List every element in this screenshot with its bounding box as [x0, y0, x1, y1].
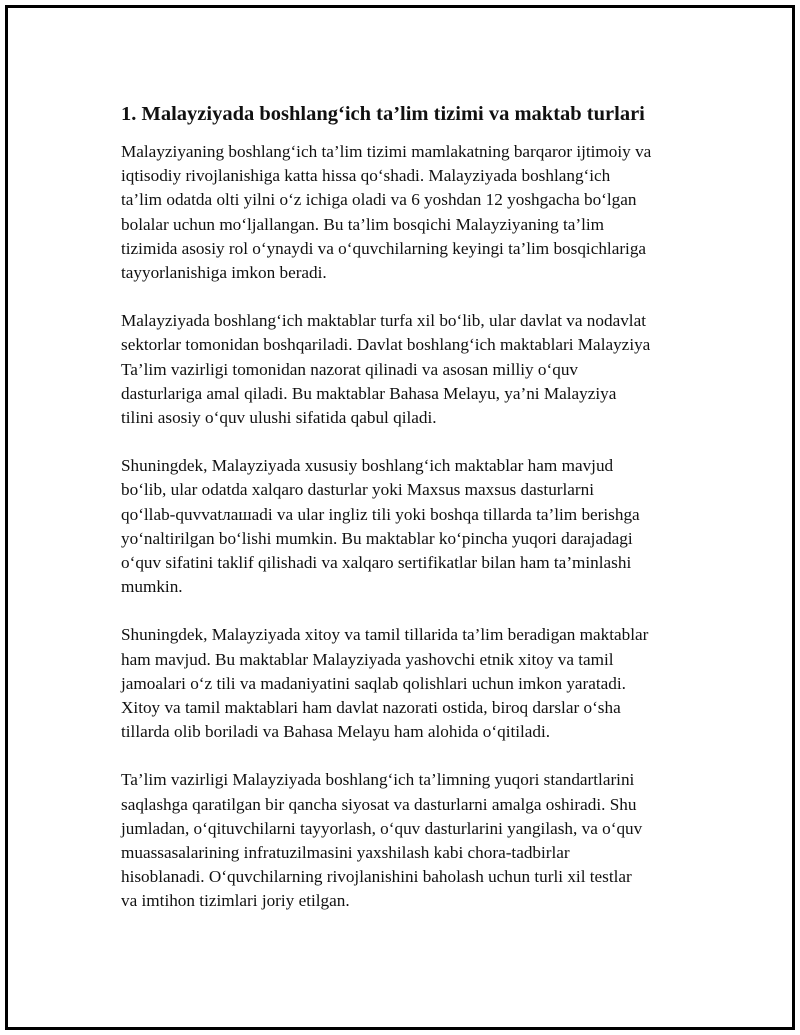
paragraph-3 — [121, 454, 701, 599]
document-body — [121, 100, 701, 938]
text-line: Malayziyada boshlang‘ich maktablar turfa xil bo‘lib, ular davlat va nodavlat — [121, 311, 646, 331]
text-line: ta’lim odatda olti yilni o‘z ichiga oladi va 6 yoshdan 12 yoshgacha bo‘lgan — [121, 190, 637, 210]
text-line: Shuningdek, Malayziyada xususiy boshlang‘ich maktablar ham mavjud — [121, 456, 614, 476]
text-line: ham mavjud. Bu maktablar Malayziyada yashovchi etnik xitoy va tamil — [121, 649, 614, 669]
text-line: Xitoy va tamil maktablari ham davlat nazorati ostida, biroq darslar o‘sha — [121, 698, 621, 718]
text-line: qo‘llab-quvvatлашadi va ular ingliz tili yoki boshqa tillarda ta’lim berishga — [121, 504, 640, 524]
text-line: bo‘lib, ular odatda xalqaro dasturlar yoki Maxsus maxsus dasturlarni — [121, 480, 595, 500]
text-line: o‘quv sifatini taklif qilishadi va xalqaro sertifikatlar bilan ham ta’minlashi — [121, 553, 632, 573]
paragraph-4 — [121, 623, 701, 744]
page-frame — [5, 5, 795, 1030]
text-line: hisoblanadi. O‘quvchilarning rivojlanishini baholash uchun turli xil testlar — [121, 867, 632, 887]
text-line: va imtihon tizimlari joriy etilgan. — [121, 891, 350, 911]
text-line: Malayziyaning boshlang‘ich ta’lim tizimi mamlakatning barqaror ijtimoiy va — [121, 142, 652, 161]
text-line: tilini asosiy o‘quv ulushi sifatida qabul qiladi. — [121, 408, 437, 428]
text-line: jumladan, o‘qituvchilarni tayyorlash, o‘quv dasturlarini yangilash, va o‘quv — [121, 818, 643, 838]
text-line: jamoalari o‘z tili va madaniyatini saqlab qolishlari uchun imkon yaratadi. — [121, 673, 626, 693]
paragraph-2 — [121, 309, 701, 430]
text-line: sektorlar tomonidan boshqariladi. Davlat boshlang‘ich maktablari Malayziya — [121, 335, 651, 355]
text-line: iqtisodiy rivojlanishiga katta hissa qo‘shadi. Malayziyada boshlang‘ich — [121, 166, 611, 186]
text-line: muassasalarining infratuzilmasini yaxshilash kabi chora-tadbirlar — [121, 843, 570, 863]
section-heading: 1. Malayziyada boshlang‘ich ta’lim tizimi va maktab turlari — [121, 103, 645, 125]
text-line: bolalar uchun mo‘ljallangan. Bu ta’lim bosqichi Malayziyaning ta’lim — [121, 214, 605, 234]
paragraph-1 — [121, 140, 701, 285]
text-line: tayyorlanishiga imkon beradi. — [121, 263, 327, 283]
text-line: tizimida asosiy rol o‘ynaydi va o‘quvchilarning keyingi ta’lim bosqichlariga — [121, 238, 647, 258]
text-line: saqlashga qaratilgan bir qancha siyosat va dasturlarni amalga oshiradi. Shu — [121, 794, 637, 814]
text-line: tillarda olib boriladi va Bahasa Melayu ham alohida o‘qitiladi. — [121, 722, 551, 742]
text-line: Shuningdek, Malayziyada xitoy va tamil tillarida ta’lim beradigan maktablar — [121, 625, 649, 645]
text-line: dasturlariga amal qiladi. Bu maktablar Bahasa Melayu, ya’ni Malayziya — [121, 383, 617, 403]
text-line: Ta’lim vazirligi tomonidan nazorat qilinadi va asosan milliy o‘quv — [121, 359, 579, 379]
paragraph-5 — [121, 768, 701, 913]
text-line: yo‘naltirilgan bo‘lishi mumkin. Bu maktablar ko‘pincha yuqori darajadagi — [121, 528, 633, 548]
text-line: Ta’lim vazirligi Malayziyada boshlang‘ich ta’limning yuqori standartlarini — [121, 770, 635, 790]
text-line: mumkin. — [121, 577, 183, 597]
